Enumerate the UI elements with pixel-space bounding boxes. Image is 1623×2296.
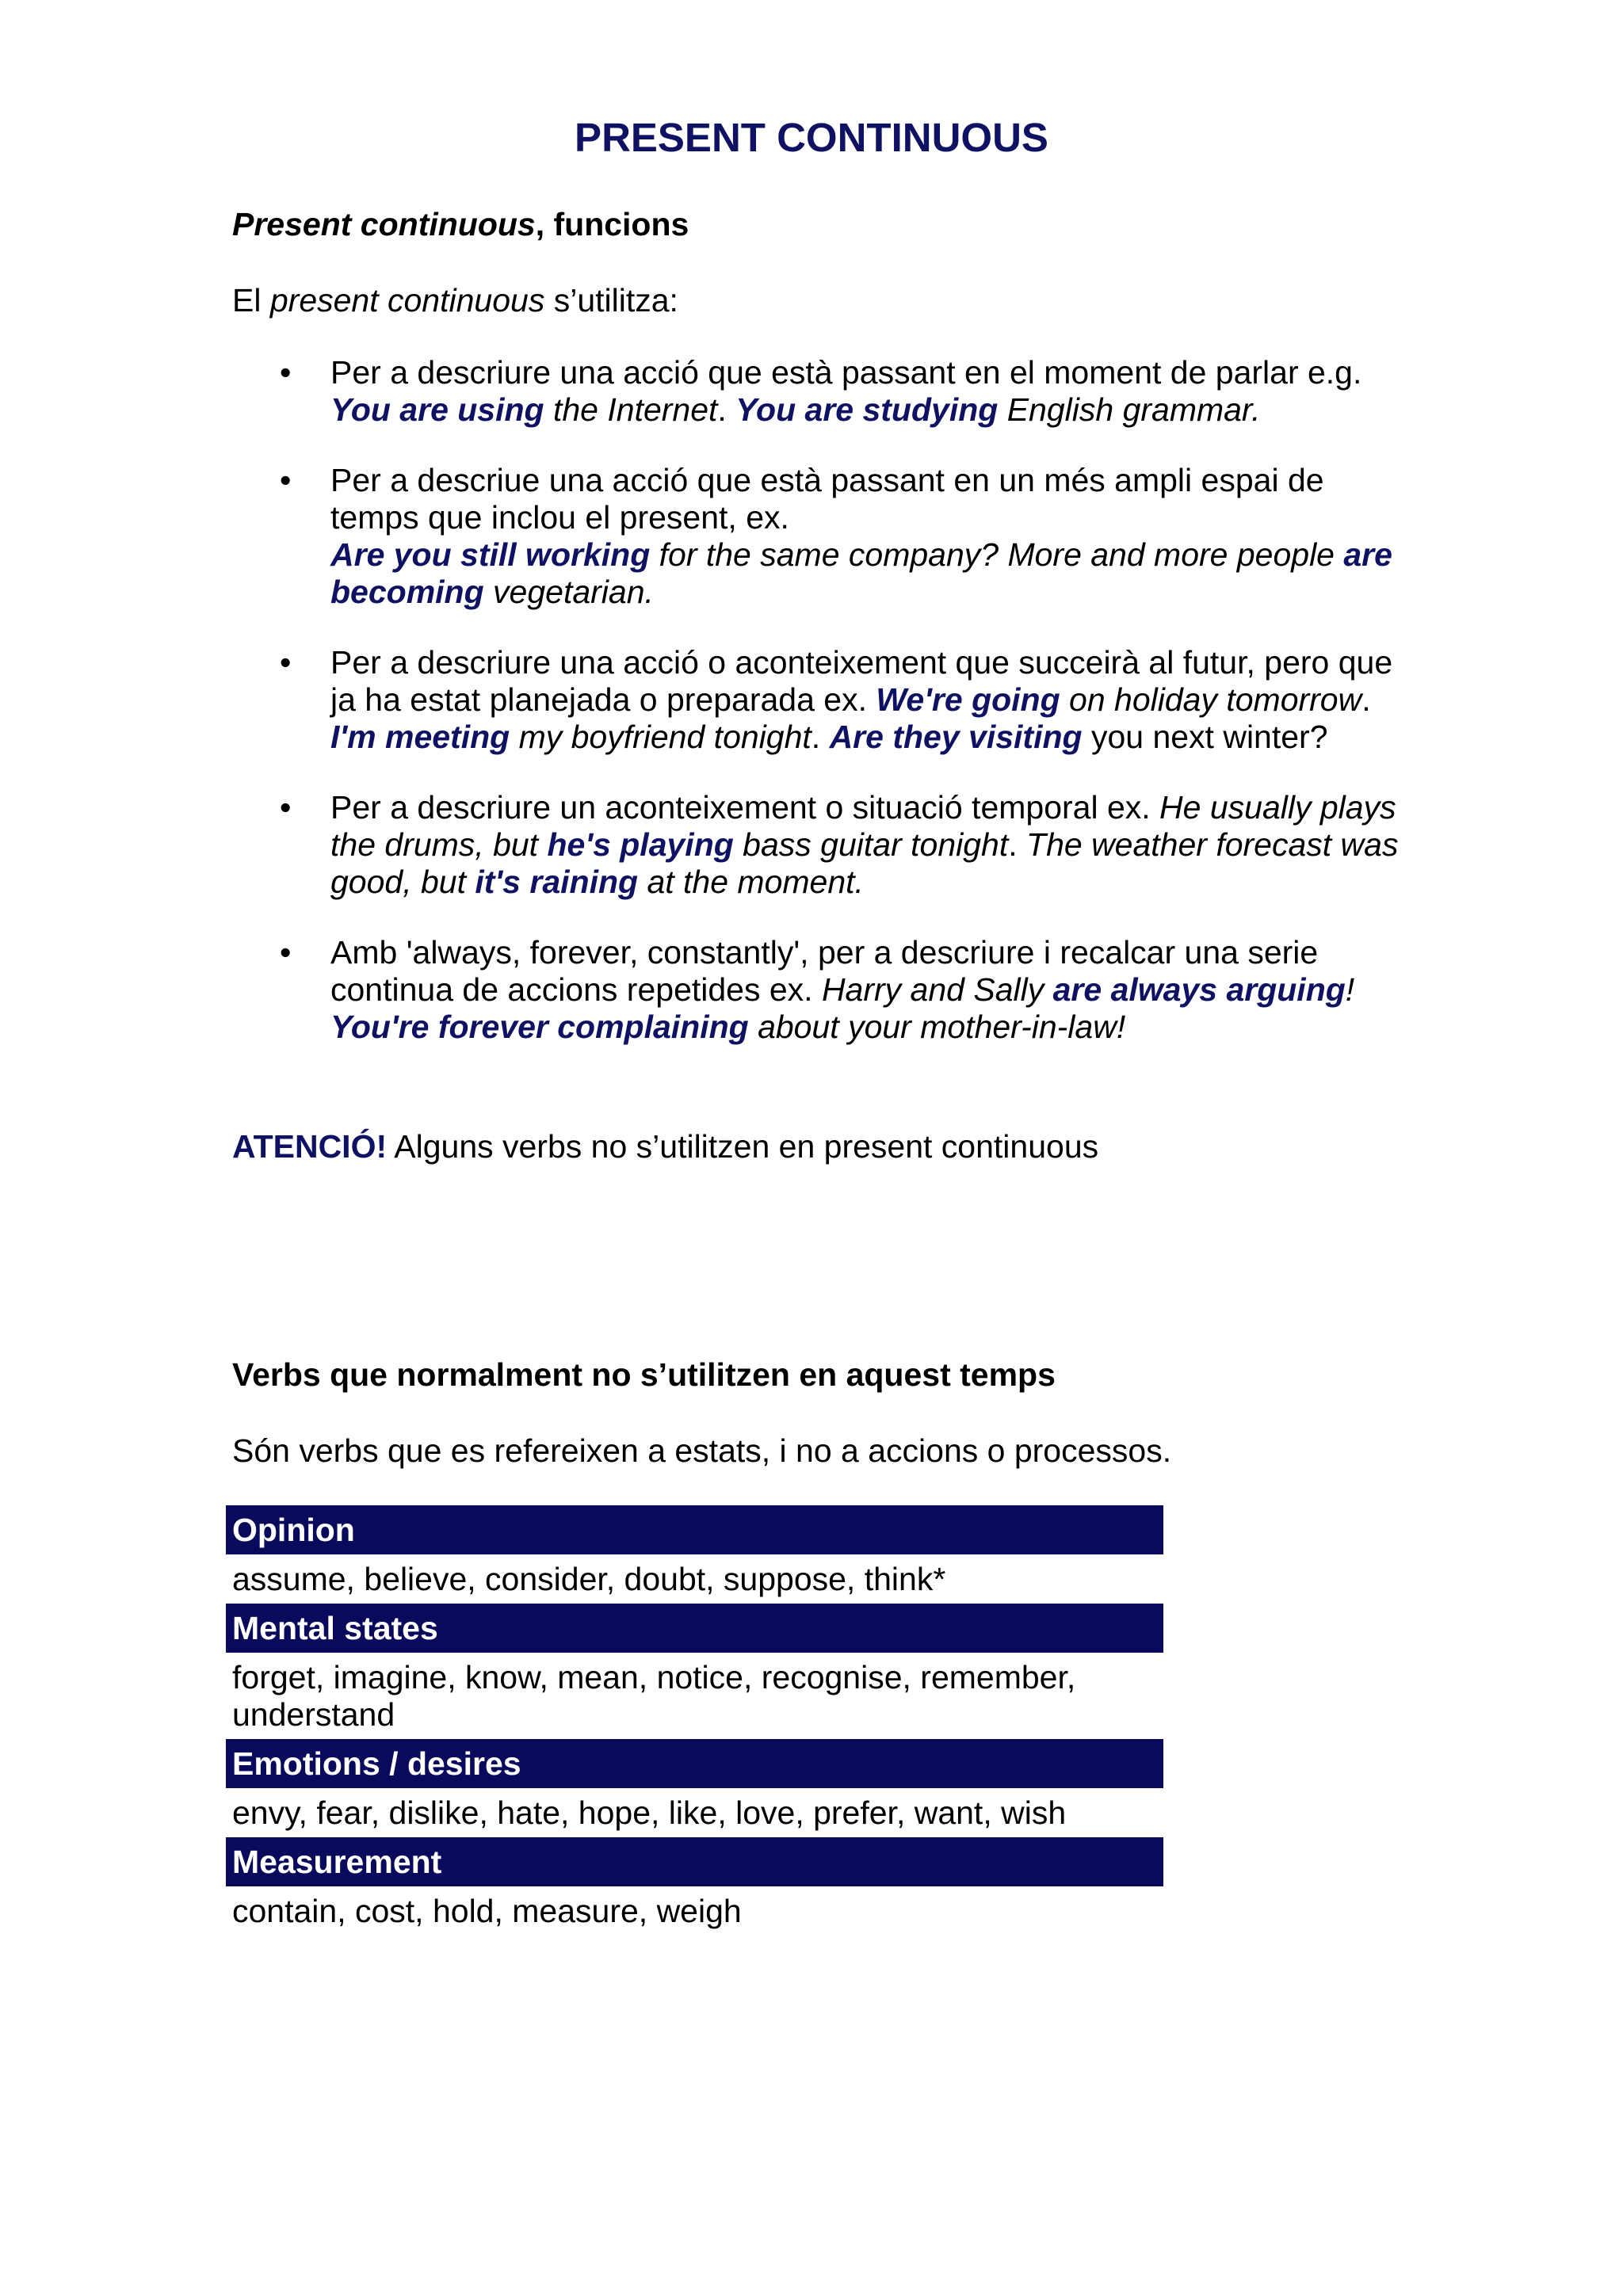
example-verb: I'm meeting bbox=[330, 719, 510, 755]
verbs-intro: Són verbs que es refereixen a estats, i no a accions o processos. bbox=[232, 1432, 1172, 1469]
example-text: at the moment. bbox=[638, 864, 864, 900]
verb-category-list: forget, imagine, know, mean, notice, recognise, remember, understand bbox=[232, 1659, 1076, 1733]
example-text: bass guitar tonight bbox=[733, 826, 1009, 863]
example-text: He usually plays the drums, but bbox=[330, 789, 1396, 863]
functions-heading bbox=[232, 204, 689, 244]
verb-category-header: Measurement bbox=[226, 1837, 1163, 1886]
example-verb: Are you still working bbox=[330, 536, 651, 573]
verb-category-header: Emotions / desires bbox=[226, 1739, 1163, 1788]
example-text: vegetarian. bbox=[483, 574, 654, 610]
example-verb: Are they visiting bbox=[829, 719, 1083, 755]
example-verb: We're going bbox=[876, 681, 1060, 718]
bullet-text: Per a descriure una acció que està passant en el moment de parlar e.g. bbox=[330, 354, 1362, 391]
bullet-text: Per a descriure un aconteixement o situació temporal ex. bbox=[330, 789, 1160, 826]
stative-verbs-table bbox=[226, 1505, 1163, 1936]
function-bullet bbox=[232, 462, 1405, 611]
example-text: the Internet bbox=[544, 391, 718, 428]
verb-category-list: contain, cost, hold, measure, weigh bbox=[232, 1893, 742, 1929]
example-verb: are becoming bbox=[330, 536, 1392, 610]
verb-category-header: Opinion bbox=[226, 1505, 1163, 1554]
bullet-marker: • bbox=[280, 354, 292, 391]
intro-term: present continuous bbox=[269, 282, 545, 318]
function-bullet bbox=[232, 789, 1405, 901]
bullet-text: you next winter? bbox=[1082, 719, 1328, 755]
example-verb: You are studying bbox=[735, 391, 999, 428]
bullet-text: Per a descriue una acció que està passant en un més ampli espai de temps que inclou el present, ex. bbox=[330, 462, 1324, 536]
example-verb: he's playing bbox=[547, 826, 734, 863]
bullet-text: . bbox=[811, 719, 830, 755]
attention-text: Alguns verbs no s’utilitzen en present continuous bbox=[387, 1128, 1099, 1165]
example-text: about your mother-in-law! bbox=[748, 1009, 1126, 1045]
example-text: on holiday tomorrow bbox=[1060, 681, 1362, 718]
function-bullet bbox=[232, 354, 1405, 429]
example-text: English grammar. bbox=[998, 391, 1261, 428]
verbs-heading: Verbs que normalment no s’utilitzen en aquest temps bbox=[232, 1356, 1056, 1393]
example-verb: You're forever complaining bbox=[330, 1009, 749, 1045]
verb-category-list: envy, fear, dislike, hate, hope, like, love, prefer, want, wish bbox=[232, 1794, 1067, 1831]
verb-category-list: assume, believe, consider, doubt, suppose, think* bbox=[232, 1561, 946, 1597]
bullet-marker: • bbox=[280, 462, 292, 498]
example-text: The weather forecast was good, but bbox=[330, 826, 1399, 900]
bullet-text: Amb 'always, forever, constantly', per a descriure i recalcar una serie continua de accions repetides ex. bbox=[330, 934, 1319, 1008]
example-verb: are always arguing bbox=[1052, 971, 1346, 1008]
attention-label: ATENCIÓ! bbox=[232, 1128, 388, 1165]
function-bullet bbox=[232, 934, 1405, 1046]
bullet-text: . bbox=[717, 391, 736, 428]
bullet-marker: • bbox=[280, 644, 292, 681]
bullet-text: . bbox=[1361, 681, 1371, 718]
verb-category-header: Mental states bbox=[226, 1604, 1163, 1653]
bullet-marker: • bbox=[280, 934, 292, 971]
intro-suffix: s’utilitza: bbox=[544, 282, 678, 318]
function-bullet bbox=[232, 644, 1405, 756]
example-text: ! bbox=[1345, 971, 1355, 1008]
functions-heading-rest: , funcions bbox=[535, 206, 689, 242]
attention-note bbox=[232, 1127, 1098, 1166]
example-text: for the same company? More and more people bbox=[650, 536, 1344, 573]
example-text: my boyfriend tonight bbox=[510, 719, 812, 755]
bullet-marker: • bbox=[280, 789, 292, 826]
functions-heading-term: Present continuous bbox=[232, 206, 536, 242]
page-title: PRESENT CONTINUOUS bbox=[575, 115, 1048, 160]
example-verb: it's raining bbox=[475, 864, 639, 900]
intro-paragraph bbox=[232, 280, 678, 320]
example-verb: You are using bbox=[330, 391, 544, 428]
bullet-text: . bbox=[1008, 826, 1027, 863]
functions-bullet-list bbox=[232, 354, 1405, 1079]
example-text: Harry and Sally bbox=[821, 971, 1053, 1008]
bullet-text: Per a descriure una acció o aconteixement que succeirà al futur, pero que ja ha estat planejada o preparada ex. bbox=[330, 644, 1393, 718]
intro-prefix: El bbox=[232, 282, 270, 318]
